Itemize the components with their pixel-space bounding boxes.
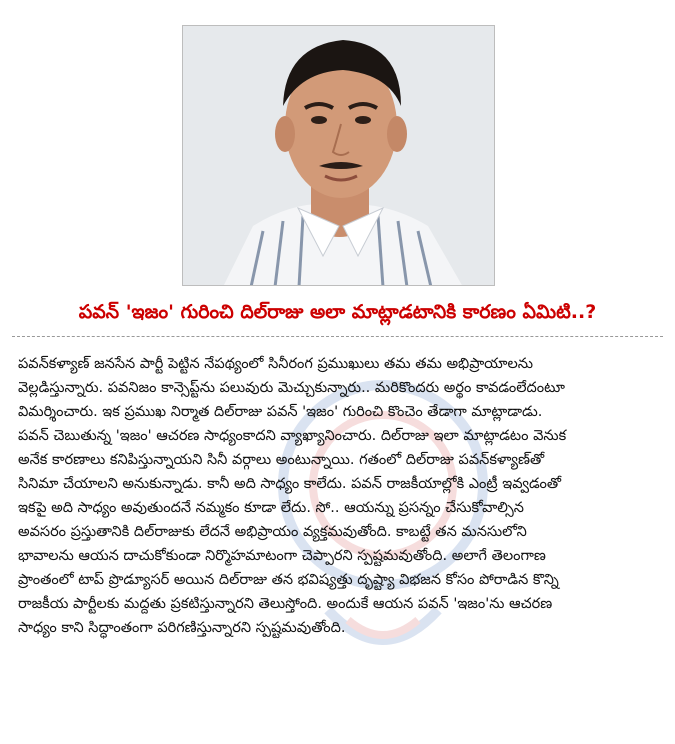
- body-line: అవసరం ప్రస్తుతానికి దిల్‌రాజుకు లేదనే అభిప్రాయం వ్యక్తమవుతోంది. కాబట్టే తన మనసులోని: [18, 524, 527, 540]
- headline-divider: [12, 336, 663, 337]
- portrait-photo-icon: [183, 26, 495, 286]
- body-line: అనేక కారణాలు కనిపిస్తున్నాయని సినీ వర్గాలు అంటున్నాయి. గతంలో దిల్‌రాజు పవన్‌కళ్యాణ్‌తో: [18, 452, 545, 468]
- body-line: విమర్శించారు. ఇక ప్రముఖ నిర్మాత దిల్‌రాజు పవన్ 'ఇజం' గురించి కొంచెం తేడాగా మాట్లాడాడు.: [18, 404, 543, 420]
- body-line: పవన్ చెబుతున్న 'ఇజం' ఆచరణ సాధ్యంకాదని వ్యాఖ్యానించారు. దిల్‌రాజు ఇలా మాట్లాడటం వెనుక: [18, 428, 567, 444]
- body-line: భావాలను ఆయన దాచుకోకుండా నిర్మొహమాటంగా చెప్పారని స్పష్టమవుతోంది. అలాగే తెలంగాణ: [18, 548, 546, 564]
- body-line: సినిమా చేయాలని అనుకున్నాడు. కానీ అది సాధ్యం కాలేదు. పవన్ రాజకీయాల్లోకి ఎంట్రీ ఇవ్వడంతో: [18, 476, 562, 492]
- article-headline: పవన్ 'ఇజం' గురించి దిల్‌రాజు అలా మాట్లాడటానికి కారణం ఏమిటి..?: [78, 301, 597, 323]
- body-line: రాజకీయ పార్టీలకు మద్దతు ప్రకటిస్తున్నారని తెలుస్తోంది. అందుకే ఆయన పవన్ 'ఇజం'ను ఆచరణ: [18, 596, 553, 612]
- body-line: వెల్లడిస్తున్నారు. పవనిజం కాన్సెప్ట్‌ను పలువురు మెచ్చుకున్నారు.. మరికొందరు అర్థం కావడంలేదంటూ: [18, 380, 565, 396]
- body-line: ప్రాంతంలో టాప్ ప్రొడ్యూసర్ అయిన దిల్‌రాజు తన భవిష్యత్తు దృష్ట్యా విభజన కోసం పోరాడిన కొన్ని: [18, 572, 559, 588]
- body-line: సాధ్యం కాని సిద్ధాంతంగా పరిగణిస్తున్నారని స్పష్టమవుతోంది.: [18, 620, 346, 636]
- article-body: [18, 352, 658, 640]
- body-line: పవన్‌కళ్యాణ్ జనసేన పార్టీ పెట్టిన నేపథ్యంలో సినీరంగ ప్రముఖులు తమ తమ అభిప్రాయాలను: [18, 356, 533, 372]
- article-photo: [182, 25, 495, 286]
- body-line: ఇకపై అది సాధ్యం అవుతుందనే నమ్మకం కూడా లేదు. సో.. ఆయన్ను ప్రసన్నం చేసుకోవాల్సిన: [18, 500, 524, 516]
